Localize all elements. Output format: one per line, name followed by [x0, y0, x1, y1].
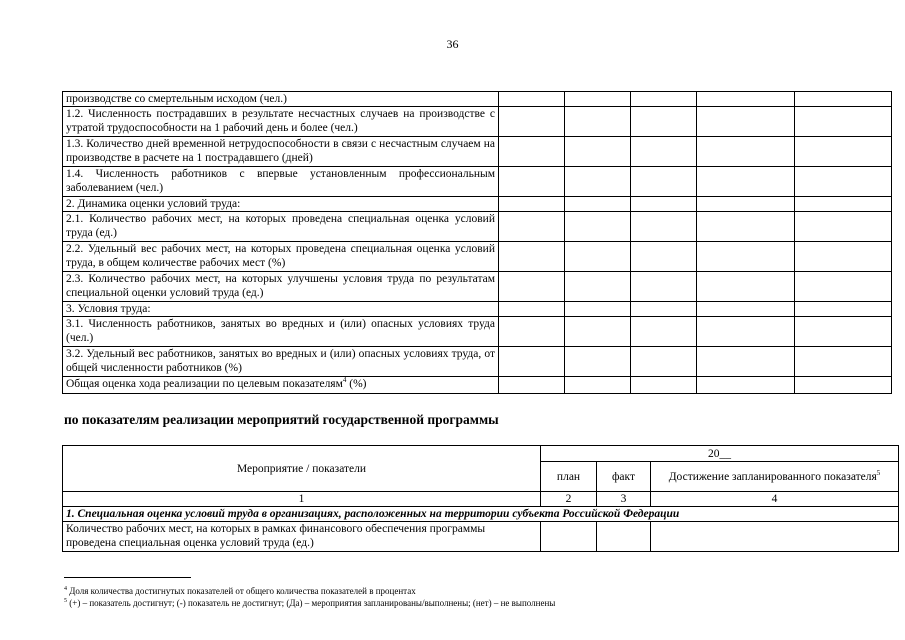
indicator-value-cell [499, 167, 565, 197]
indicator-value-cell [697, 137, 795, 167]
section-title: по показателям реализации мероприятий государственной программы [64, 412, 499, 427]
indicator-label: 2.2. Удельный вес рабочих мест, на которых проведена специальная оценка условий труда, в общем количестве рабочих мест (%) [63, 242, 499, 272]
target-indicators-table [62, 91, 892, 394]
indicator-value-cell [565, 272, 631, 302]
indicator-value-cell [795, 242, 892, 272]
indicator-value-cell [631, 347, 697, 377]
indicator-row [63, 197, 892, 212]
column-number-1: 1 [63, 492, 541, 507]
indicator-value-cell [697, 272, 795, 302]
indicator-row [63, 347, 892, 377]
indicator-value-cell [697, 107, 795, 137]
indicator-value-cell [499, 377, 565, 394]
program-measures-table [62, 445, 899, 552]
indicator-value-cell [631, 92, 697, 107]
indicator-label: 1.3. Количество дней временной нетрудоспособности в связи с несчастным случаем на производстве в расчете на 1 пострадавшего (дней) [63, 137, 499, 167]
indicator-value-cell [697, 242, 795, 272]
indicator-value-cell [499, 212, 565, 242]
indicator-label: 1.4. Численность работников с впервые установленным профессиональным заболеванием (чел.) [63, 167, 499, 197]
indicator-value-cell [499, 137, 565, 167]
indicator-value-cell [697, 212, 795, 242]
page-number: 36 [446, 37, 459, 51]
indicator-value-cell [565, 107, 631, 137]
indicator-label: 3.1. Численность работников, занятых во вредных и (или) опасных условиях труда (чел.) [63, 317, 499, 347]
indicator-row [63, 377, 892, 394]
indicator-value-cell [631, 302, 697, 317]
header-year: 20__ [541, 446, 899, 462]
footnote-divider [64, 577, 191, 578]
column-number-3: 3 [597, 492, 651, 507]
indicator-value-cell [697, 167, 795, 197]
indicator-value-cell [795, 107, 892, 137]
indicator-value-cell [499, 317, 565, 347]
indicator-value-cell [499, 197, 565, 212]
section-row: 1. Специальная оценка условий труда в организациях, расположенных на территории субъекта Российской Федерации [63, 507, 899, 522]
indicator-value-cell [499, 242, 565, 272]
indicator-row [63, 242, 892, 272]
indicator-value-cell [565, 197, 631, 212]
data-row-fact [597, 522, 651, 552]
indicator-value-cell [565, 302, 631, 317]
column-number-2: 2 [541, 492, 597, 507]
indicator-value-cell [565, 242, 631, 272]
indicator-value-cell [499, 107, 565, 137]
indicator-value-cell [697, 377, 795, 394]
indicator-label: Общая оценка хода реализации по целевым показателям$^4$ (%) [63, 377, 499, 394]
indicator-value-cell [631, 212, 697, 242]
indicator-value-cell [565, 137, 631, 167]
indicator-label: 3.2. Удельный вес работников, занятых во вредных и (или) опасных условиях труда, от общей численности работников (%) [63, 347, 499, 377]
indicator-label: 1.2. Численность пострадавших в результате несчастных случаев на производстве с утратой трудоспособности на 1 рабочий день и более (чел.) [63, 107, 499, 137]
indicator-label: 2. Динамика оценки условий труда: [63, 197, 499, 212]
indicator-value-cell [795, 302, 892, 317]
indicator-row [63, 167, 892, 197]
indicator-value-cell [565, 212, 631, 242]
indicator-label: 2.3. Количество рабочих мест, на которых улучшены условия труда по результатам специальной оценки условий труда (ед.) [63, 272, 499, 302]
indicator-value-cell [499, 302, 565, 317]
indicator-value-cell [631, 272, 697, 302]
indicator-value-cell [565, 317, 631, 347]
data-row-achievement [651, 522, 899, 552]
footnote-5: $^5$ (+) – показатель достигнут; (-) показатель не достигнут; (Да) – мероприятия запланированы/выполнены; (нет) – не выполнены [64, 598, 556, 608]
indicator-value-cell [795, 317, 892, 347]
indicator-value-cell [795, 92, 892, 107]
indicator-value-cell [795, 197, 892, 212]
indicator-value-cell [697, 347, 795, 377]
header-fact: факт [597, 462, 651, 492]
indicator-value-cell [499, 272, 565, 302]
indicator-value-cell [631, 242, 697, 272]
indicator-row [63, 137, 892, 167]
indicator-value-cell [697, 92, 795, 107]
indicator-value-cell [631, 197, 697, 212]
footnote-4: $^4$ Доля количества достигнутых показателей от общего количества показателей в процентах [64, 586, 416, 596]
indicator-row [63, 317, 892, 347]
indicator-value-cell [795, 377, 892, 394]
indicator-row [63, 302, 892, 317]
indicator-label: 2.1. Количество рабочих мест, на которых проведена специальная оценка условий труда (ед.) [63, 212, 499, 242]
indicator-label: производстве со смертельным исходом (чел.) [63, 92, 499, 107]
indicator-value-cell [565, 92, 631, 107]
indicator-value-cell [631, 317, 697, 347]
indicator-value-cell [795, 167, 892, 197]
header-measure: Мероприятие / показатели [63, 446, 541, 492]
data-row-plan [541, 522, 597, 552]
indicator-value-cell [795, 212, 892, 242]
indicator-value-cell [697, 317, 795, 347]
indicator-value-cell [795, 347, 892, 377]
indicator-value-cell [795, 272, 892, 302]
indicator-value-cell [565, 167, 631, 197]
indicator-value-cell [631, 137, 697, 167]
indicator-row [63, 107, 892, 137]
indicator-row [63, 272, 892, 302]
indicator-value-cell [795, 137, 892, 167]
indicator-label: 3. Условия труда: [63, 302, 499, 317]
header-plan: план [541, 462, 597, 492]
header-achievement: Достижение запланированного показателя$^5$ [651, 462, 899, 492]
indicator-value-cell [565, 347, 631, 377]
data-row-label: Количество рабочих мест, на которых в рамках финансового обеспечения программы проведена специальная оценка условий труда (ед.) [63, 522, 541, 552]
indicator-value-cell [499, 92, 565, 107]
indicator-row [63, 212, 892, 242]
indicator-value-cell [631, 167, 697, 197]
indicator-value-cell [631, 377, 697, 394]
indicator-value-cell [631, 107, 697, 137]
indicator-value-cell [697, 302, 795, 317]
indicator-row [63, 92, 892, 107]
indicator-value-cell [499, 347, 565, 377]
indicator-value-cell [565, 377, 631, 394]
indicator-value-cell [697, 197, 795, 212]
column-number-4: 4 [651, 492, 899, 507]
